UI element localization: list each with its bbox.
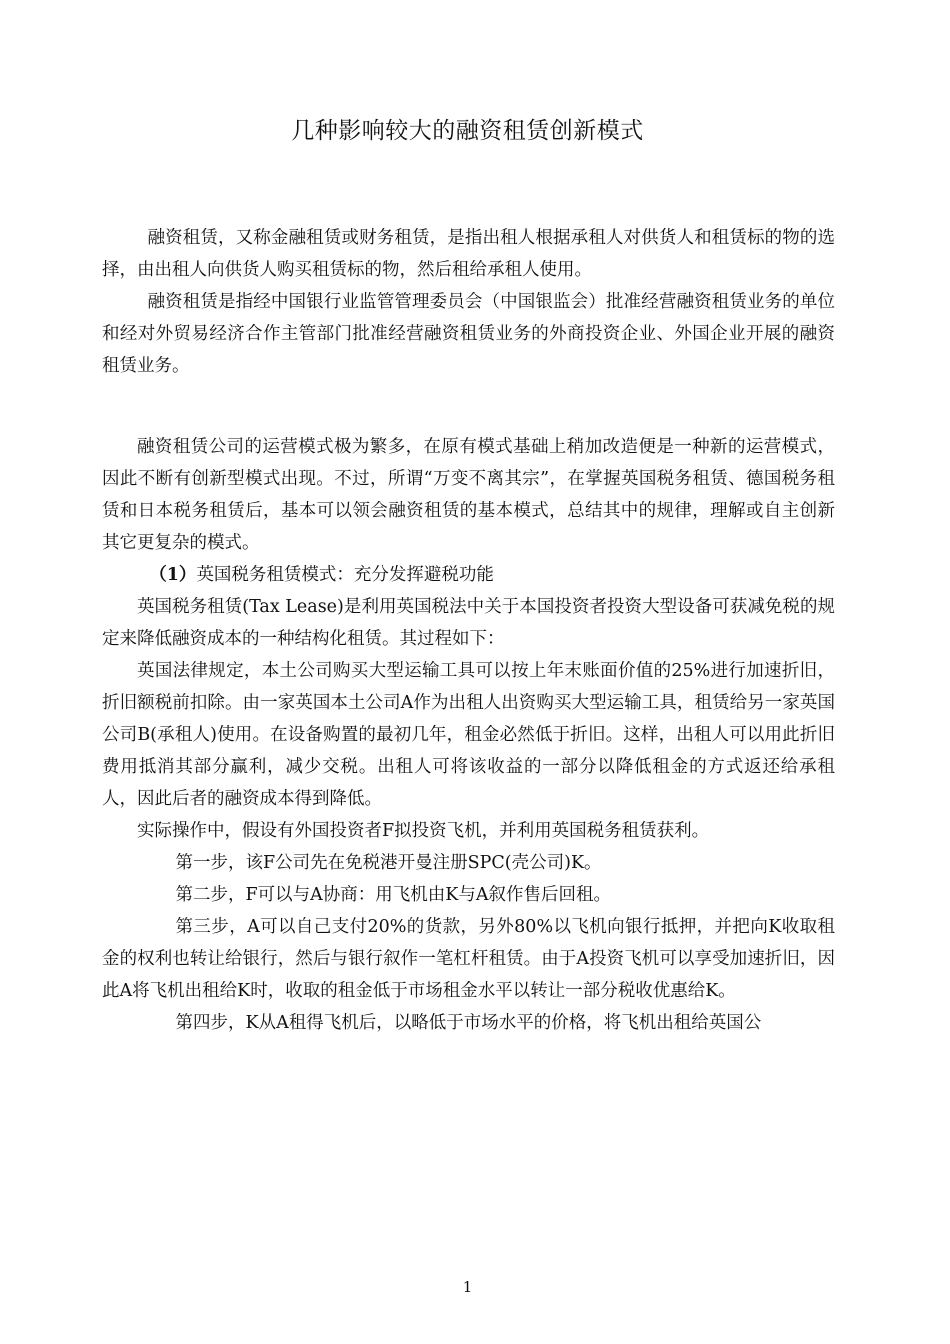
section-heading-1 (102, 559, 835, 591)
paragraph-step-4: 第四步，K从A租得飞机后，以略低于市场水平的价格，将飞机出租给英国公 (175, 1013, 762, 1033)
paragraph-intro: 融资租赁公司的运营模式极为繁多，在原有模式基础上稍加改造便是一种新的运营模式，因此不断有创新型模式出现。不过，所谓“万变不离其宗”，在掌握英国税务租赁、德国税务租赁和日本税务租赁后，基本可以领会融资租赁的基本模式，总结其中的规律，理解或自主创新其它更复杂的模式。 (102, 437, 835, 553)
paragraph-spacer (102, 382, 835, 431)
paragraph-step-2: 第二步，F可以与A协商：用飞机由K与A叙作售后回租。 (175, 885, 611, 905)
paragraph-uk-definition: 英国税务租赁(Tax Lease)是利用英国税法中关于本国投资者投资大型设备可获减免税的规定来降低融资成本的一种结构化租赁。其过程如下： (102, 597, 835, 649)
document-title: 几种影响较大的融资租赁创新模式 (291, 118, 644, 144)
paragraph-step-3: 第三步，A可以自己支付20%的货款，另外80%以飞机向银行抵押，并把向K收取租金的权利也转让给银行，然后与银行叙作一笔杠杆租赁。由于A投资飞机可以享受加速折旧，因此A将飞机出租给K时，收取的租金低于市场租金水平以转让一部分税收优惠给K。 (102, 917, 835, 1001)
paragraph-step-1: 第一步，该F公司先在免税港开曼注册SPC(壳公司)K。 (175, 853, 602, 873)
section-title: 英国税务租赁模式：充分发挥避税功能 (196, 565, 494, 585)
paragraph-uk-law: 英国法律规定，本土公司购买大型运输工具可以按上年末账面价值的25%进行加速折旧，折旧额税前扣除。由一家英国本土公司A作为出租人出资购买大型运输工具，租赁给另一家英国公司B(承租人)使用。在设备购置的最初几年，租金必然低于折旧。这样，出租人可以用此折旧费用抵消其部分赢利，减少交税。出租人可将该收益的一部分以降低租金的方式返还给承租人，因此后者的融资成本得到降低。 (102, 661, 835, 809)
paragraph-definition-1: 融资租赁，又称金融租赁或财务租赁，是指出租人根据承租人对供货人和租赁标的物的选择，由出租人向供货人购买租赁标的物，然后租给承租人使用。 (102, 228, 835, 280)
section-number: （1） (149, 565, 197, 585)
document-body (102, 222, 835, 1039)
paragraph-definition-2: 融资租赁是指经中国银行业监管管理委员会（中国银监会）批准经营融资租赁业务的单位和经对外贸易经济合作主管部门批准经营融资租赁业务的外商投资企业、外国企业开展的融资租赁业务。 (102, 292, 835, 376)
paragraph-practice: 实际操作中，假设有外国投资者F拟投资飞机，并利用英国税务租赁获利。 (137, 821, 710, 841)
page-number: 1 (462, 1278, 473, 1296)
